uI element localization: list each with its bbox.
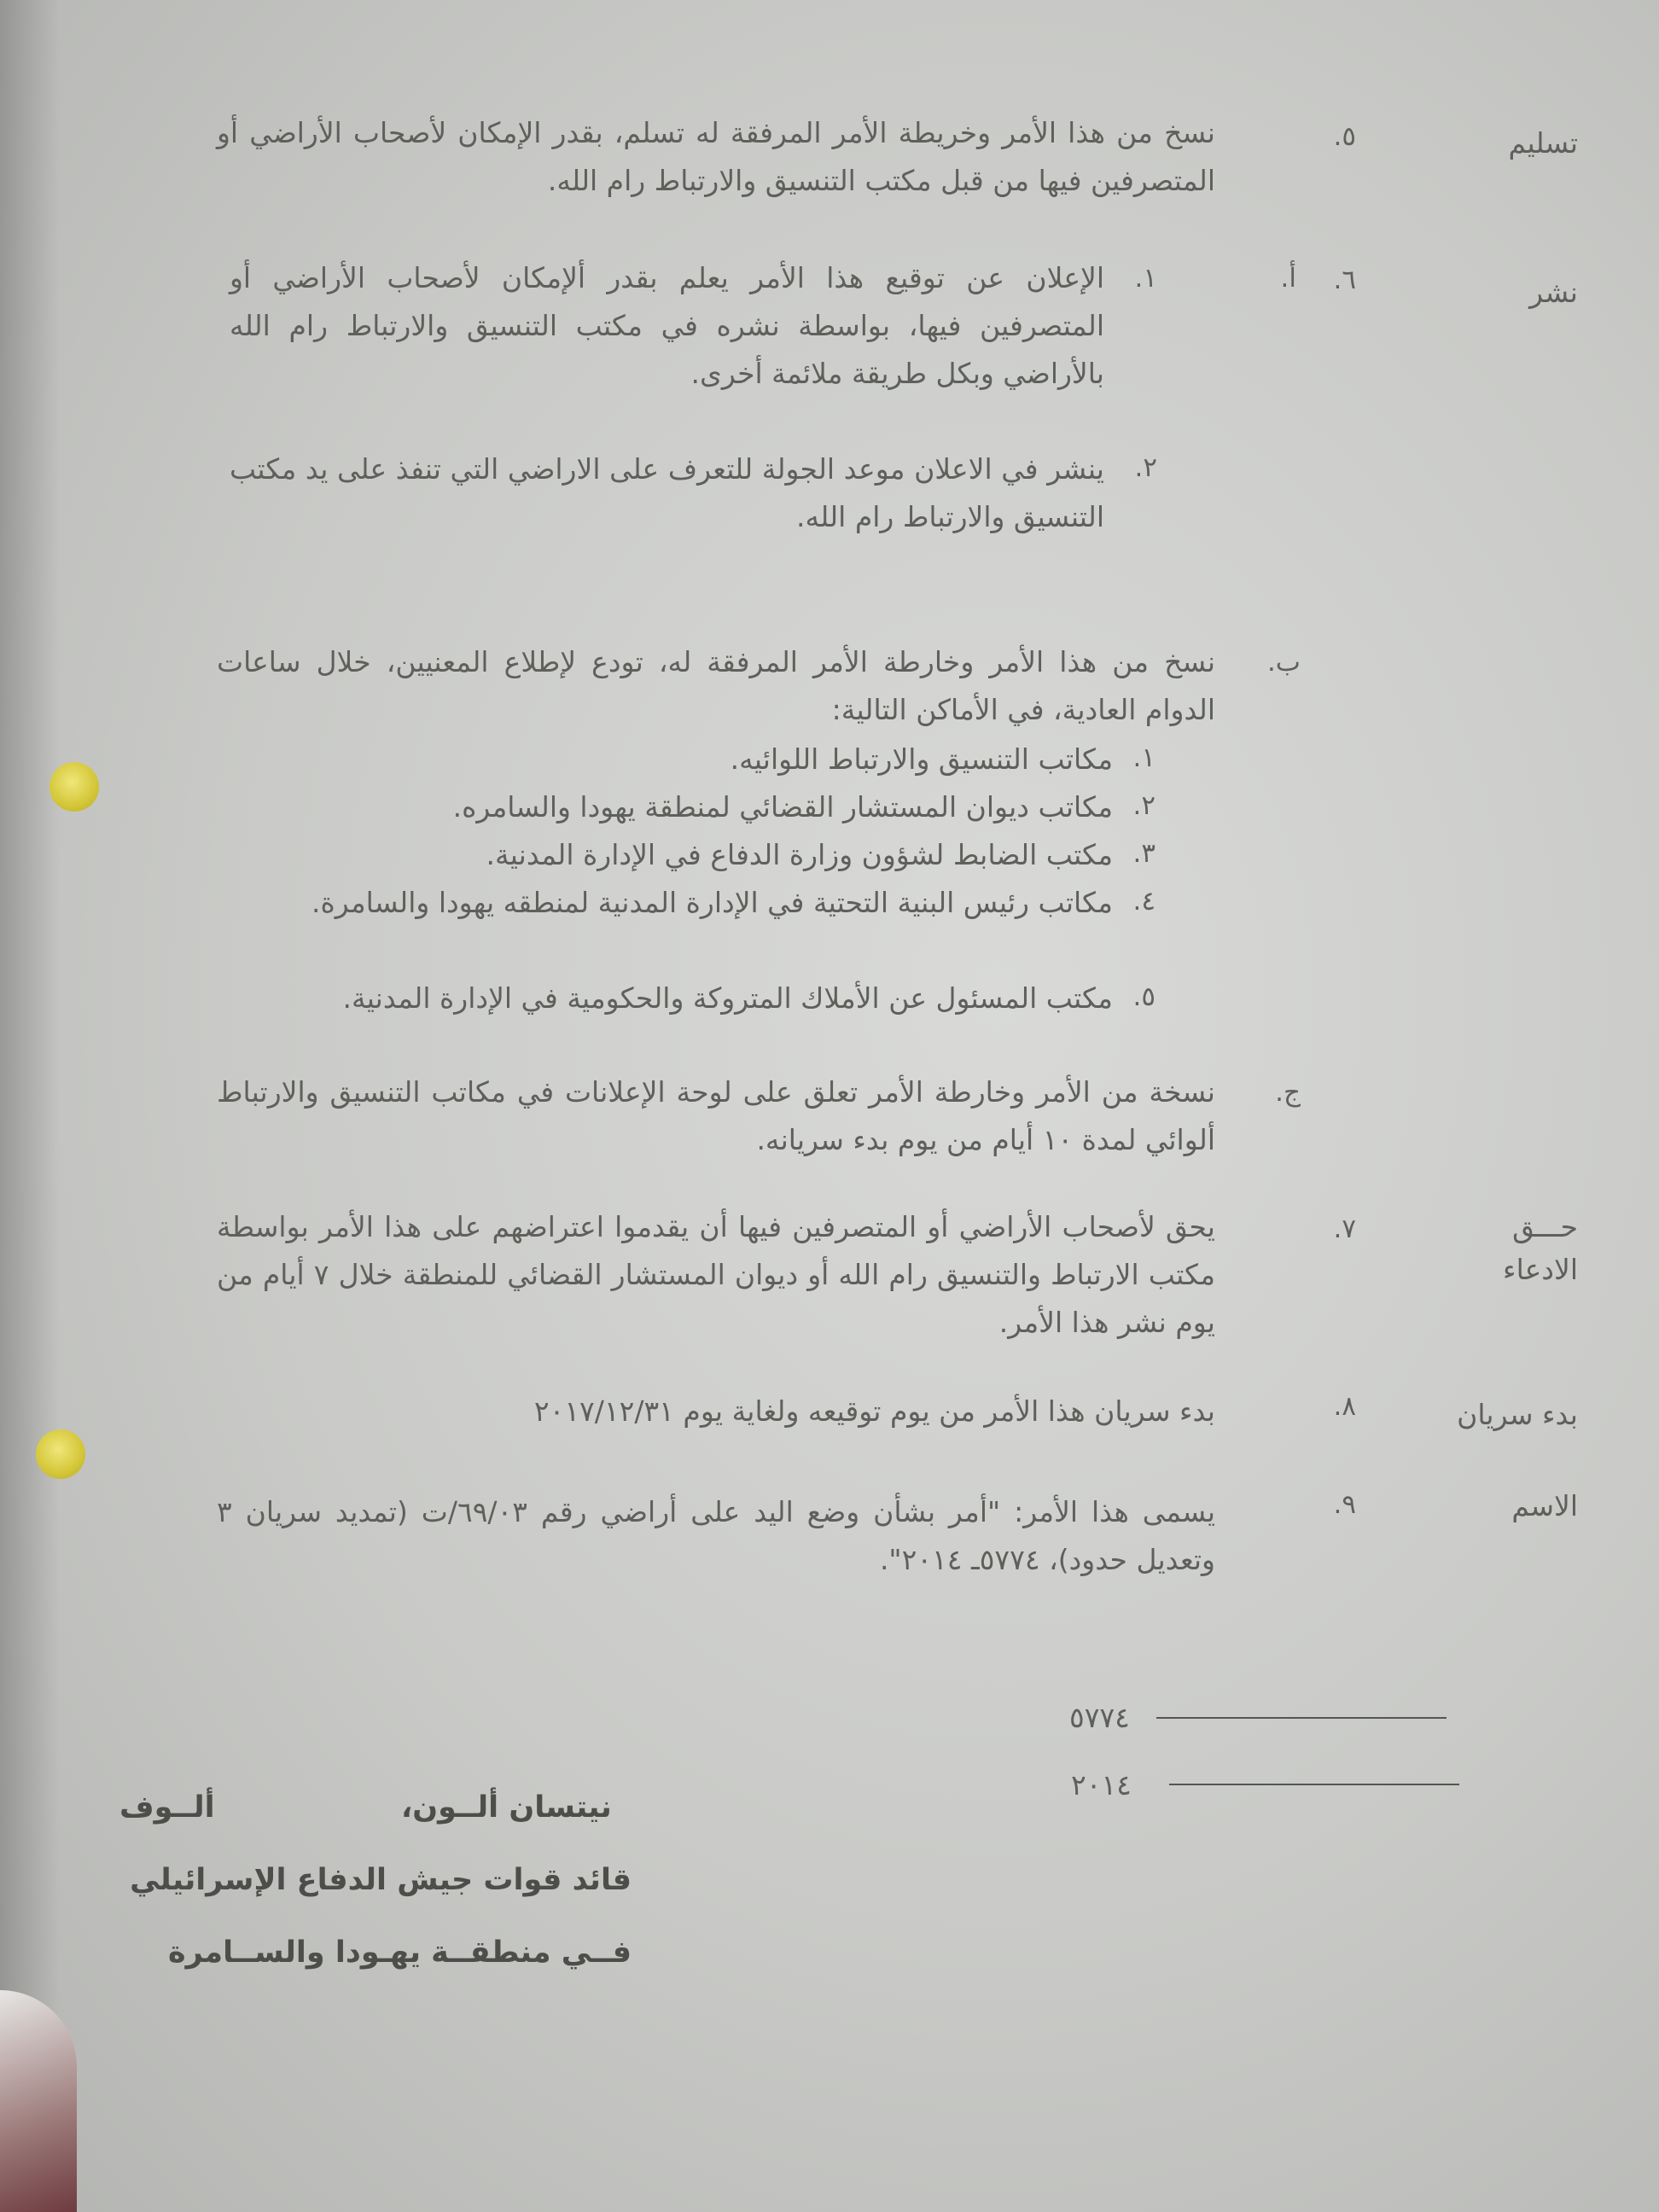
section-6-letter-c: ج. — [1275, 1077, 1301, 1108]
section-5-label: تسليم — [1508, 126, 1578, 160]
punch-hole — [36, 1429, 85, 1479]
hebrew-year: ٥٧٧٤ — [1069, 1701, 1130, 1734]
item-2-text: ينشر في الاعلان موعد الجولة للتعرف على الاراضي التي تنفذ على يد مكتب التنسيق والارتباط رام الله. — [230, 452, 1104, 533]
section-9-number: ٩. — [1333, 1489, 1356, 1520]
b-item-text: مكتب المسئول عن الأملاك المتروكة والحكومية في الإدارة المدنية. — [342, 981, 1113, 1015]
b-item-number: ٤. — [1132, 886, 1155, 917]
section-7-label-line1: حـــق — [1512, 1210, 1578, 1243]
section-6b-text: نسخ من هذا الأمر وخارطة الأمر المرفقة له، تودع لإطلاع المعنيين، خلال ساعات الدوام العادية، في الأماكن التالية: — [217, 645, 1215, 726]
section-6-letter-b: ب. — [1266, 647, 1301, 678]
signatory-rank: ألــوف — [119, 1790, 215, 1825]
signatory-name: نيتسان ألــون، — [401, 1790, 612, 1825]
gregorian-year: ٢٠١٤ — [1071, 1768, 1132, 1802]
b-item-text: مكاتب التنسيق والارتباط اللوائيه. — [730, 742, 1113, 776]
b-item-text: مكتب الضابط لشؤون وزارة الدفاع في الإدارة المدنية. — [486, 838, 1113, 871]
item-1-number: ١. — [1134, 263, 1157, 294]
item-1-text: الإعلان عن توقيع هذا الأمر يعلم بقدر ألإمكان لأصحاب الأراضي أو المتصرفين فيها، بواسطة نشره في مكتب التنسيق والارتباط رام الله بالأراضي وبكل طريقة ملائمة أخرى. — [230, 261, 1104, 390]
section-9-text: يسمى هذا الأمر: "أمر بشأن وضع اليد على أراضي رقم ٦٩/٠٣/ت (تمديد سريان ٣ وتعديل حدود)، ٥٧٧٤ـ ٢٠١٤". — [217, 1495, 1216, 1576]
page-edge-shadow — [0, 0, 60, 2212]
section-5-text: نسخ من هذا الأمر وخريطة الأمر المرفقة له تسلم، بقدر الإمكان لأصحاب الأراضي أو المتصرفين فيها من قبل مكتب التنسيق والارتباط رام الله. — [217, 116, 1215, 197]
b-item-number: ٥. — [1132, 981, 1155, 1012]
date-line — [1156, 1717, 1447, 1719]
section-6-label: نشر — [1529, 276, 1578, 309]
page-curl — [0, 1990, 77, 2212]
signatory-title-line1: قائد قوات جيش الدفاع الإسرائيلي — [130, 1863, 632, 1897]
b-item-text: مكاتب رئيس البنية التحتية في الإدارة المدنية لمنطقه يهودا والسامرة. — [311, 886, 1113, 919]
b-item-number: ٢. — [1132, 790, 1155, 821]
item-2-number: ٢. — [1134, 452, 1157, 483]
section-7-label-line2: الادعاء — [1503, 1253, 1578, 1286]
section-9-label: الاسم — [1511, 1489, 1578, 1522]
section-8-label: بدء سريان — [1457, 1398, 1578, 1431]
section-6-letter-a: أ. — [1280, 263, 1296, 294]
signatory-title-line2: فــي منطقــة يهـودا والســامرة — [168, 1936, 632, 1970]
b-item-number: ٣. — [1132, 838, 1155, 869]
section-5-number: ٥. — [1333, 121, 1356, 152]
b-item-text: مكاتب ديوان المستشار القضائي لمنطقة يهودا والسامره. — [452, 790, 1113, 824]
b-item-number: ١. — [1132, 742, 1155, 773]
section-6-number: ٦. — [1333, 265, 1356, 295]
section-8-number: ٨. — [1333, 1391, 1356, 1422]
section-8-text: بدء سريان هذا الأمر من يوم توقيعه ولغاية يوم ٢٠١٧/١٢/٣١ — [533, 1394, 1215, 1428]
date-line — [1169, 1784, 1459, 1785]
section-6c-text: نسخة من الأمر وخارطة الأمر تعلق على لوحة الإعلانات في مكاتب التنسيق والارتباط ألوائي لمدة ١٠ أيام من يوم بدء سريانه. — [217, 1075, 1215, 1156]
punch-hole — [49, 762, 99, 812]
section-7-number: ٧. — [1333, 1214, 1356, 1244]
section-7-text: يحق لأصحاب الأراضي أو المتصرفين فيها أن يقدموا اعتراضهم على هذا الأمر بواسطة مكتب الارتباط والتنسيق رام الله أو ديوان المستشار القضائي للمنطقة خلال ٧ أيام من يوم نشر هذا الأمر. — [217, 1210, 1215, 1339]
